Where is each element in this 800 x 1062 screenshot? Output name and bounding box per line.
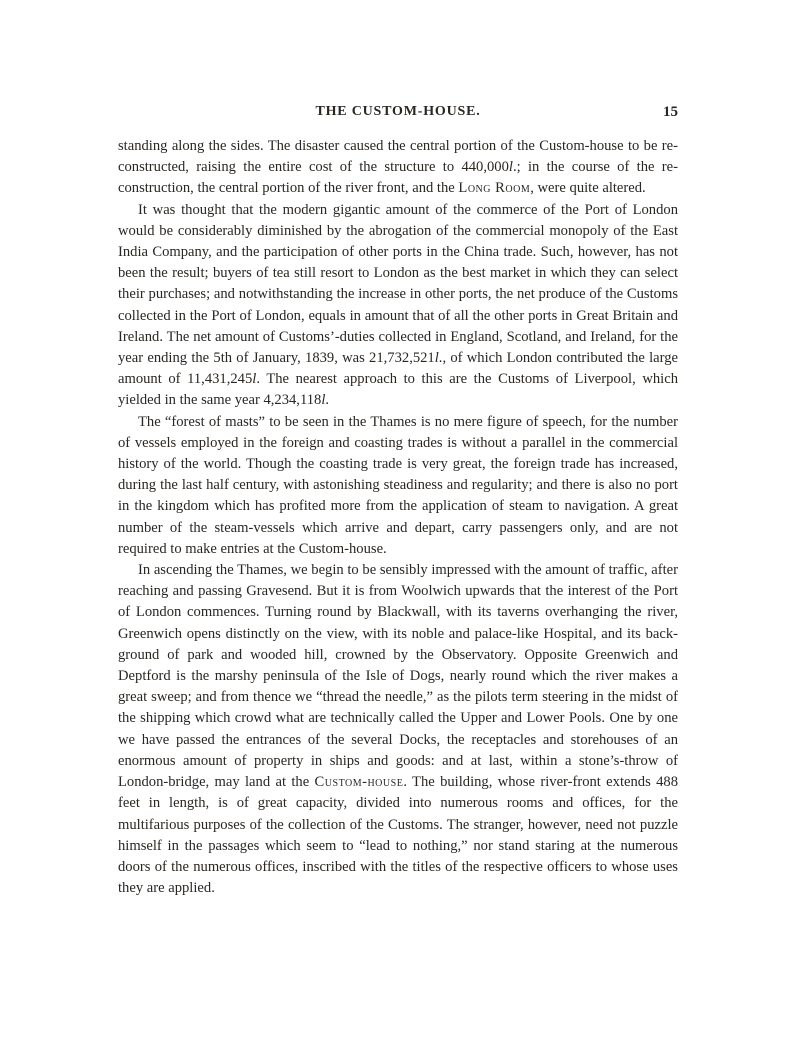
text-run: It was thought that the modern gigantic amount of the commerce of the Port of London would be considerably diminished by the abrogation of the commercial monopoly of the East India Company, and the participation of other ports in the China trade. Such, however, has not been the result; buyers of tea still resort to London as the best market in which they can select their purchases; and notwithstanding the increase in other ports, the net produce of the Customs collected in the Port of London, equals in amount that of all the other ports in Great Britain and Ireland. The net amount of Customs’-duties collected in England, Scotland, and Ireland, for the year ending the 5th of January, 1839, was 21,732,521 <box>118 201 678 367</box>
text-run: .; in the course of the re-construction, the central portion of the river front, and the <box>118 159 678 197</box>
text-run: . <box>325 392 330 409</box>
italic-text: l <box>321 392 326 409</box>
paragraph-2 <box>118 200 678 412</box>
text-run: The “forest of masts” to be seen in the Thames is no mere figure of speech, for the number of vessels employed in the foreign and coasting trades is without a parallel in the commercial history of the world. Though the coasting trade is very great, the foreign trade has increased, during the last half century, with astonishing steadiness and regularity; and there is also no port in the kingdom which has profited more from the application of steam to navigation. A great number of the steam-vessels which arrive and depart, carry passengers only, and are not required to make entries at the Custom-house. <box>118 413 678 557</box>
running-head <box>118 104 678 126</box>
body-text <box>118 136 678 899</box>
text-run: In ascending the Thames, we begin to be sensibly impressed with the amount of traffic, after reaching and passing Gravesend. But it is from Woolwich upwards that the interest of the Port of London commences. Turning round by Blackwall, with its taverns overhanging the river, Greenwich opens distinctly on the view, with its noble and palace-like Hospital, and its back-ground of park and wooded hill, crowned by the Observatory. Opposite Greenwich and Deptford is the marshy peninsula of the Isle of Dogs, nearly round which the river makes a great sweep; and from thence we “thread the needle,” as the pilots term steering in the midst of the shipping which crowd what are technically called the Upper and Lower Pools. One by one we have passed the entrances of the several Docks, the receptacles and storehouses of an enormous amount of property in ships and goods: and at last, within a stone’s-throw of London-bridge, may land at the <box>118 562 678 791</box>
text-run: . The building, whose river-front extends 488 feet in length, is of great capacity, divided into numerous rooms and offices, for the multifarious purposes of the collection of the Customs. The stranger, however, need not puzzle himself in the passages which seem to “lead to nothing,” nor stand staring at the numerous doors of the numerous offices, inscribed with the titles of the respective officers to whose uses they are applied. <box>118 774 679 897</box>
text-run: ., of which London contributed the large amount of 11,431,245 <box>118 350 678 388</box>
paragraph-3 <box>118 412 678 560</box>
page-number: 15 <box>663 104 678 120</box>
italic-text: l <box>508 159 513 176</box>
paragraph-4 <box>118 560 678 899</box>
small-caps-text: Long Room <box>458 180 531 197</box>
text-run: , were quite altered. <box>530 180 646 197</box>
italic-text: l <box>252 371 257 388</box>
small-caps-text: Custom-house <box>314 774 404 791</box>
paragraph-1 <box>118 136 678 200</box>
running-title: THE CUSTOM-HOUSE. <box>315 104 481 119</box>
text-run: . The nearest approach to this are the Customs of Liverpool, which yielded in the same year 4,234,118 <box>118 371 678 409</box>
text-run: standing along the sides. The disaster caused the central portion of the Custom-house to be re-constructed, raising the entire cost of the structure to 440,000 <box>118 138 678 176</box>
italic-text: l <box>434 350 439 367</box>
